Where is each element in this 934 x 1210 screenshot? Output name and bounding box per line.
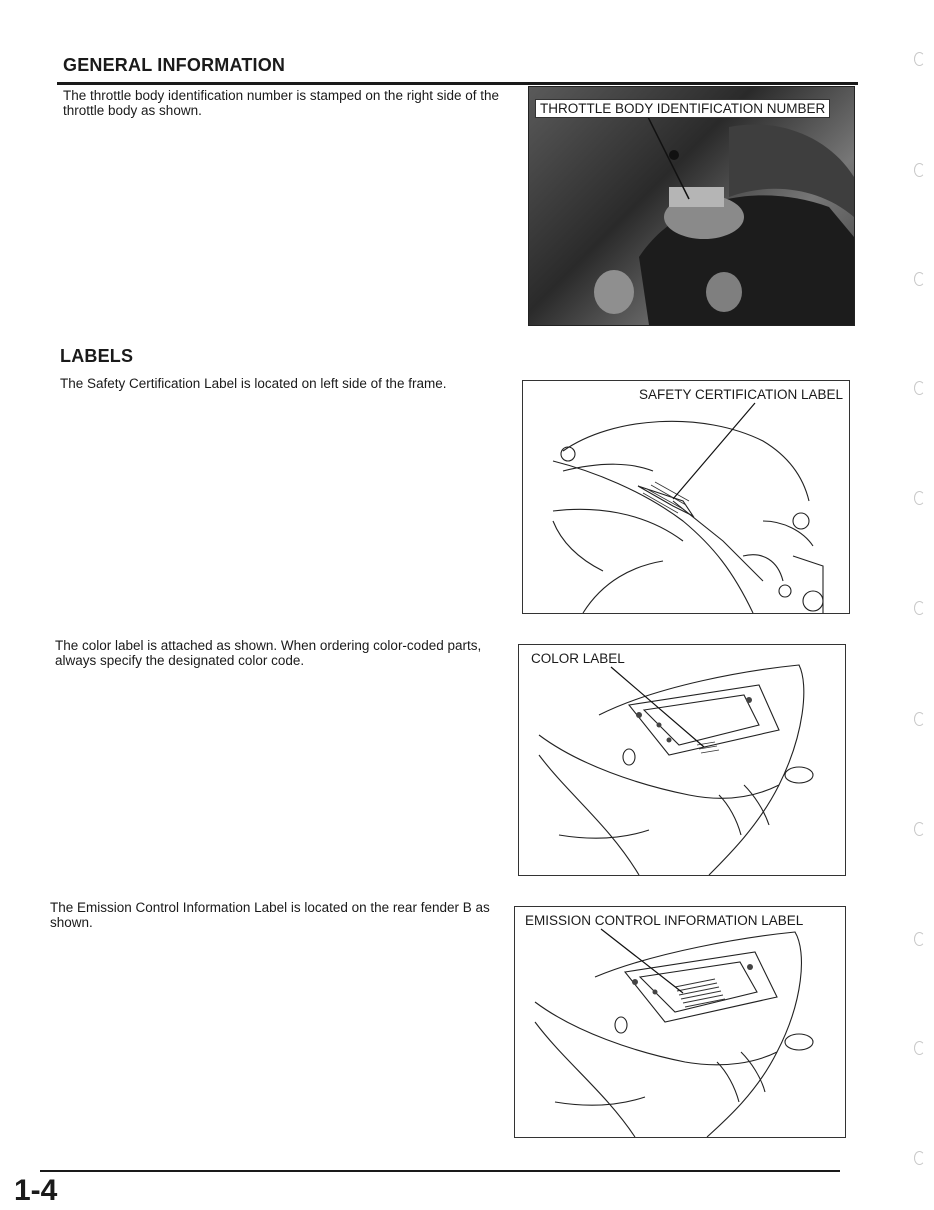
color-label-figure [518,644,846,876]
throttle-body-photo-art [529,87,854,325]
color-label-illustration [519,645,845,875]
throttle-figure-label: THROTTLE BODY IDENTIFICATION NUMBER [535,99,830,118]
binder-hole-mark [914,163,925,177]
color-figure-label: COLOR LABEL [531,651,625,666]
safety-label-figure [522,380,850,614]
header-rule [57,82,858,85]
emission-label-text: The Emission Control Information Label is located on the rear fender B as shown. [50,900,490,930]
binder-hole-mark [914,1041,925,1055]
binder-hole-mark [914,491,925,505]
labels-heading: LABELS [60,346,134,366]
binder-hole-mark [914,932,925,946]
binder-hole-mark [914,381,925,395]
binder-hole-mark [914,52,925,66]
binder-hole-mark [914,1151,925,1165]
page-number: 1-4 [14,1174,58,1207]
binder-hole-mark [914,712,925,726]
emission-figure-label: EMISSION CONTROL INFORMATION LABEL [525,913,804,928]
footer-rule [40,1170,840,1172]
emission-label-illustration [515,907,845,1137]
safety-label-illustration [523,381,849,613]
safety-figure-label: SAFETY CERTIFICATION LABEL [639,387,844,402]
safety-label-text: The Safety Certification Label is located on left side of the frame. [60,376,447,391]
throttle-body-text: The throttle body identification number is stamped on the right side of the throttle body as shown. [63,88,500,118]
binder-hole-mark [914,601,925,615]
color-label-text: The color label is attached as shown. When ordering color-coded parts, always specify the designated color code. [55,638,482,668]
binder-hole-mark [914,822,925,836]
section-title: GENERAL INFORMATION [63,55,286,75]
throttle-body-photo [528,86,855,326]
binder-hole-mark [914,272,925,286]
emission-label-figure [514,906,846,1138]
